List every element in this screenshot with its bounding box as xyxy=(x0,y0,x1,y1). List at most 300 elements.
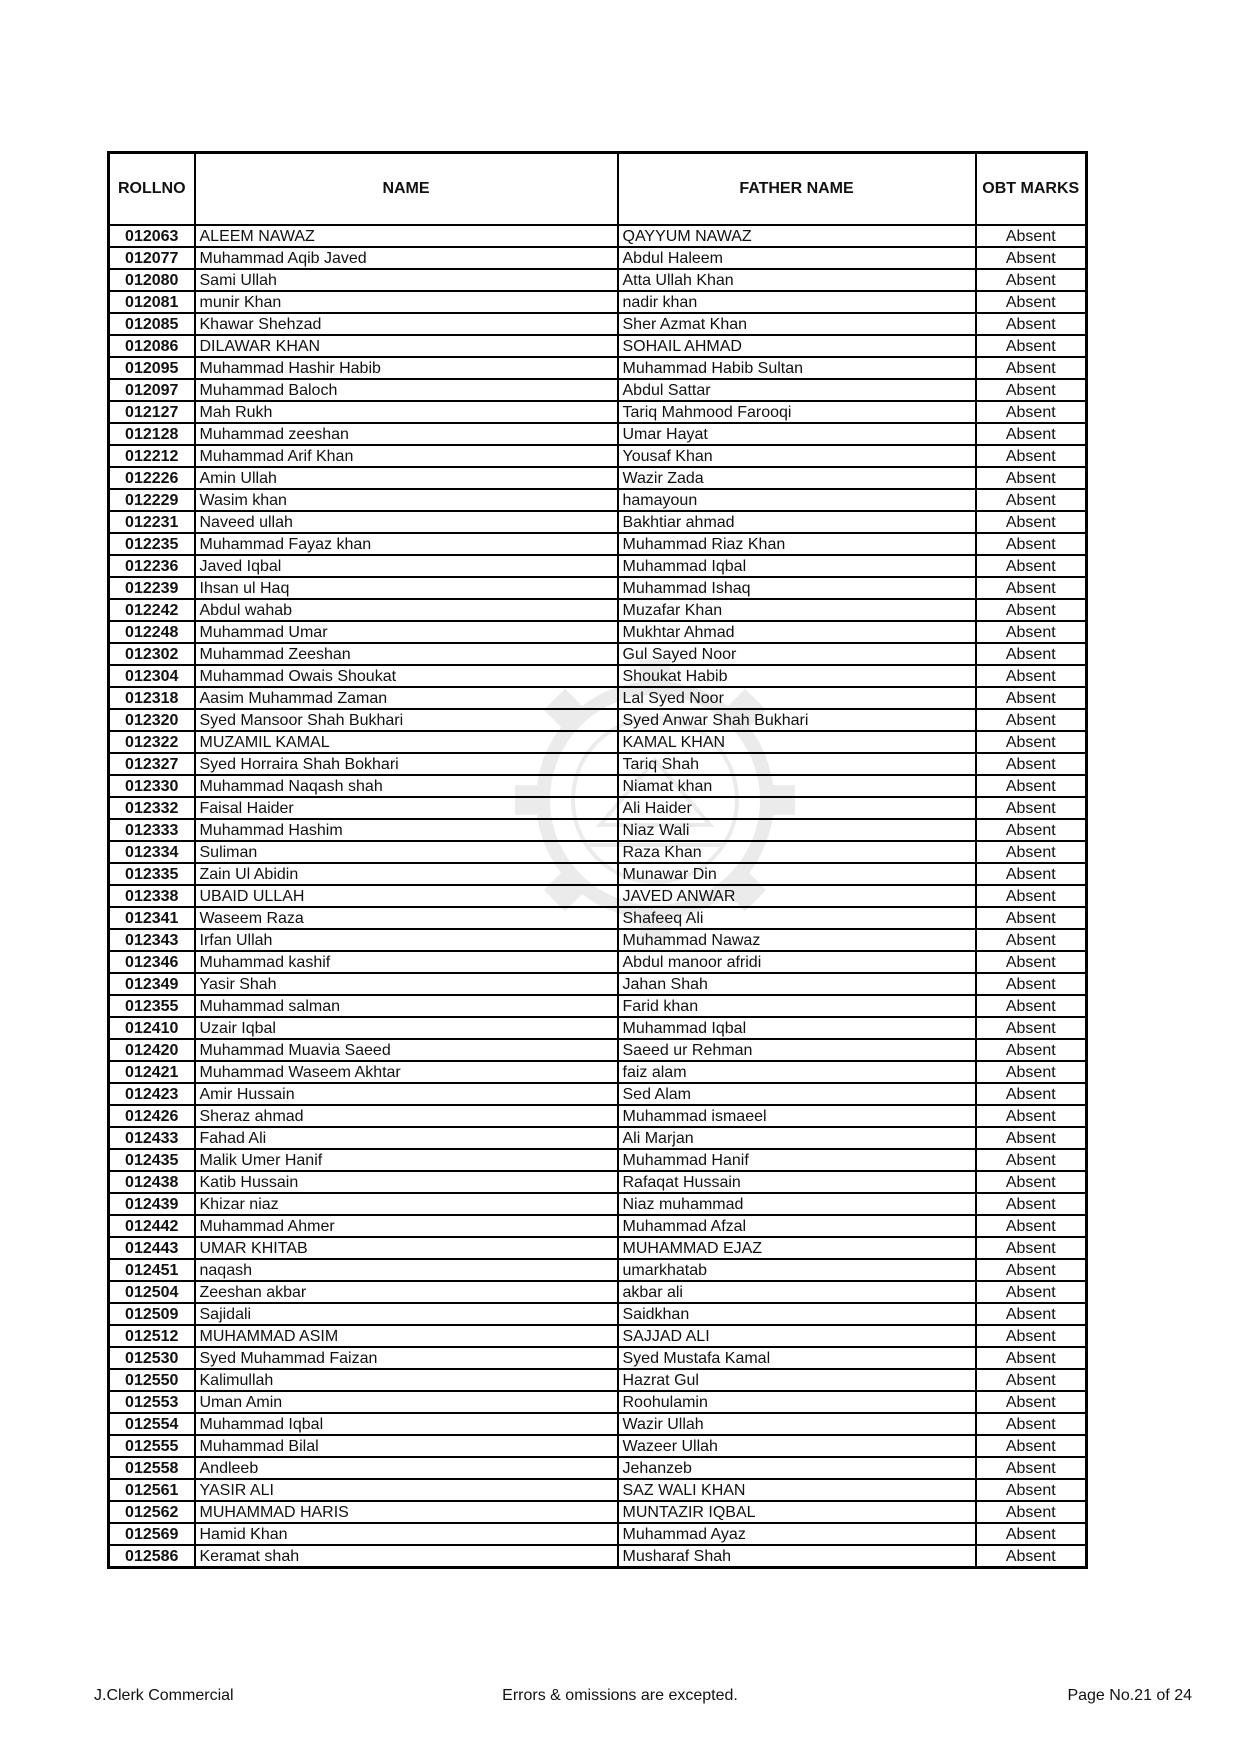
name-cell: Mah Rukh xyxy=(195,401,618,423)
father-name-cell: akbar ali xyxy=(618,1281,976,1303)
table-row xyxy=(109,467,1087,489)
obt-marks-cell: Absent xyxy=(976,1105,1087,1127)
father-name-cell: Tariq Mahmood Farooqi xyxy=(618,401,976,423)
name-cell: Irfan Ullah xyxy=(195,929,618,951)
name-cell: Sheraz ahmad xyxy=(195,1105,618,1127)
obt-marks-cell: Absent xyxy=(976,863,1087,885)
name-cell: Keramat shah xyxy=(195,1545,618,1568)
roll-number-cell: 012439 xyxy=(109,1193,195,1215)
table-row xyxy=(109,379,1087,401)
results-table xyxy=(107,151,1088,1569)
table-row xyxy=(109,335,1087,357)
father-name-cell: Yousaf Khan xyxy=(618,445,976,467)
father-name-cell: Syed Anwar Shah Bukhari xyxy=(618,709,976,731)
roll-number-cell: 012063 xyxy=(109,225,195,247)
obt-marks-cell: Absent xyxy=(976,577,1087,599)
table-row xyxy=(109,1523,1087,1545)
name-cell: Syed Horraira Shah Bokhari xyxy=(195,753,618,775)
father-name-cell: Gul Sayed Noor xyxy=(618,643,976,665)
father-name-cell: Muhammad Ishaq xyxy=(618,577,976,599)
roll-number-cell: 012550 xyxy=(109,1369,195,1391)
name-cell: UMAR KHITAB xyxy=(195,1237,618,1259)
name-cell: Faisal Haider xyxy=(195,797,618,819)
obt-marks-cell: Absent xyxy=(976,1391,1087,1413)
obt-marks-cell: Absent xyxy=(976,687,1087,709)
table-row xyxy=(109,1149,1087,1171)
name-cell: MUZAMIL KAMAL xyxy=(195,731,618,753)
table-row xyxy=(109,1303,1087,1325)
obt-marks-cell: Absent xyxy=(976,775,1087,797)
roll-number-cell: 012330 xyxy=(109,775,195,797)
obt-marks-cell: Absent xyxy=(976,995,1087,1017)
name-cell: Amir Hussain xyxy=(195,1083,618,1105)
father-name-cell: Niamat khan xyxy=(618,775,976,797)
roll-number-cell: 012127 xyxy=(109,401,195,423)
obt-marks-cell: Absent xyxy=(976,1369,1087,1391)
table-row xyxy=(109,709,1087,731)
father-name-cell: Farid khan xyxy=(618,995,976,1017)
name-cell: Muhammad Baloch xyxy=(195,379,618,401)
name-cell: Muhammad zeeshan xyxy=(195,423,618,445)
father-name-cell: Syed Mustafa Kamal xyxy=(618,1347,976,1369)
table-row xyxy=(109,1413,1087,1435)
father-name-cell: Roohulamin xyxy=(618,1391,976,1413)
father-name-cell: Muhammad Iqbal xyxy=(618,555,976,577)
table-row xyxy=(109,841,1087,863)
name-cell: Waseem Raza xyxy=(195,907,618,929)
obt-marks-cell: Absent xyxy=(976,269,1087,291)
name-cell: Muhammad kashif xyxy=(195,951,618,973)
roll-number-cell: 012332 xyxy=(109,797,195,819)
obt-marks-cell: Absent xyxy=(976,533,1087,555)
father-name-cell: Muhammad Afzal xyxy=(618,1215,976,1237)
roll-number-cell: 012504 xyxy=(109,1281,195,1303)
name-cell: Naveed ullah xyxy=(195,511,618,533)
table-header-row xyxy=(109,153,1087,226)
roll-number-cell: 012426 xyxy=(109,1105,195,1127)
name-cell: YASIR ALI xyxy=(195,1479,618,1501)
father-name-cell: Muhammad Habib Sultan xyxy=(618,357,976,379)
roll-number-cell: 012346 xyxy=(109,951,195,973)
name-cell: Khizar niaz xyxy=(195,1193,618,1215)
name-cell: Zeeshan akbar xyxy=(195,1281,618,1303)
obt-marks-cell: Absent xyxy=(976,951,1087,973)
table-row xyxy=(109,797,1087,819)
name-cell: Muhammad Umar xyxy=(195,621,618,643)
father-name-cell: Tariq Shah xyxy=(618,753,976,775)
roll-number-cell: 012451 xyxy=(109,1259,195,1281)
roll-number-cell: 012420 xyxy=(109,1039,195,1061)
name-cell: Uzair Iqbal xyxy=(195,1017,618,1039)
name-cell: Javed Iqbal xyxy=(195,555,618,577)
table-row xyxy=(109,907,1087,929)
father-name-cell: Muhammad ismaeel xyxy=(618,1105,976,1127)
table-row xyxy=(109,423,1087,445)
table-row xyxy=(109,1479,1087,1501)
name-cell: Abdul wahab xyxy=(195,599,618,621)
table-row xyxy=(109,1237,1087,1259)
obt-marks-cell: Absent xyxy=(976,379,1087,401)
table-row xyxy=(109,1391,1087,1413)
obt-marks-cell: Absent xyxy=(976,1479,1087,1501)
roll-number-cell: 012304 xyxy=(109,665,195,687)
father-name-cell: MUNTAZIR IQBAL xyxy=(618,1501,976,1523)
father-name-cell: Sed Alam xyxy=(618,1083,976,1105)
father-name-cell: Ali Haider xyxy=(618,797,976,819)
name-cell: UBAID ULLAH xyxy=(195,885,618,907)
roll-number-cell: 012338 xyxy=(109,885,195,907)
roll-number-cell: 012512 xyxy=(109,1325,195,1347)
name-cell: Muhammad Zeeshan xyxy=(195,643,618,665)
father-name-cell: Wazir Ullah xyxy=(618,1413,976,1435)
obt-marks-cell: Absent xyxy=(976,885,1087,907)
father-name-cell: Musharaf Shah xyxy=(618,1545,976,1568)
father-name-cell: Jehanzeb xyxy=(618,1457,976,1479)
obt-marks-cell: Absent xyxy=(976,423,1087,445)
roll-number-cell: 012423 xyxy=(109,1083,195,1105)
roll-number-cell: 012320 xyxy=(109,709,195,731)
father-name-cell: Niaz Wali xyxy=(618,819,976,841)
table-row xyxy=(109,863,1087,885)
father-name-cell: Muhammad Riaz Khan xyxy=(618,533,976,555)
name-cell: Suliman xyxy=(195,841,618,863)
obt-marks-cell: Absent xyxy=(976,445,1087,467)
obt-marks-cell: Absent xyxy=(976,1083,1087,1105)
name-cell: Syed Muhammad Faizan xyxy=(195,1347,618,1369)
obt-marks-cell: Absent xyxy=(976,1523,1087,1545)
name-cell: Fahad Ali xyxy=(195,1127,618,1149)
obt-marks-cell: Absent xyxy=(976,1281,1087,1303)
roll-number-cell: 012421 xyxy=(109,1061,195,1083)
obt-marks-cell: Absent xyxy=(976,1149,1087,1171)
father-name-cell: MUHAMMAD EJAZ xyxy=(618,1237,976,1259)
father-name-cell: Mukhtar Ahmad xyxy=(618,621,976,643)
table-row xyxy=(109,269,1087,291)
name-cell: munir Khan xyxy=(195,291,618,313)
father-name-cell: Raza Khan xyxy=(618,841,976,863)
obt-marks-cell: Absent xyxy=(976,1457,1087,1479)
father-name-cell: nadir khan xyxy=(618,291,976,313)
header-father-name: FATHER NAME xyxy=(618,153,976,226)
roll-number-cell: 012341 xyxy=(109,907,195,929)
obt-marks-cell: Absent xyxy=(976,753,1087,775)
father-name-cell: Abdul manoor afridi xyxy=(618,951,976,973)
obt-marks-cell: Absent xyxy=(976,335,1087,357)
obt-marks-cell: Absent xyxy=(976,401,1087,423)
footer-left: J.Clerk Commercial xyxy=(94,1687,234,1704)
obt-marks-cell: Absent xyxy=(976,489,1087,511)
roll-number-cell: 012229 xyxy=(109,489,195,511)
name-cell: Muhammad Fayaz khan xyxy=(195,533,618,555)
father-name-cell: faiz alam xyxy=(618,1061,976,1083)
obt-marks-cell: Absent xyxy=(976,1325,1087,1347)
roll-number-cell: 012128 xyxy=(109,423,195,445)
roll-number-cell: 012235 xyxy=(109,533,195,555)
table-row xyxy=(109,731,1087,753)
father-name-cell: Abdul Haleem xyxy=(618,247,976,269)
table-row xyxy=(109,753,1087,775)
roll-number-cell: 012081 xyxy=(109,291,195,313)
roll-number-cell: 012236 xyxy=(109,555,195,577)
name-cell: Muhammad Ahmer xyxy=(195,1215,618,1237)
name-cell: Muhammad Bilal xyxy=(195,1435,618,1457)
roll-number-cell: 012442 xyxy=(109,1215,195,1237)
father-name-cell: Munawar Din xyxy=(618,863,976,885)
obt-marks-cell: Absent xyxy=(976,797,1087,819)
table-row xyxy=(109,643,1087,665)
father-name-cell: SOHAIL AHMAD xyxy=(618,335,976,357)
roll-number-cell: 012555 xyxy=(109,1435,195,1457)
table-row xyxy=(109,533,1087,555)
name-cell: Sajidali xyxy=(195,1303,618,1325)
table-row xyxy=(109,1501,1087,1523)
roll-number-cell: 012327 xyxy=(109,753,195,775)
name-cell: DILAWAR KHAN xyxy=(195,335,618,357)
roll-number-cell: 012334 xyxy=(109,841,195,863)
roll-number-cell: 012509 xyxy=(109,1303,195,1325)
header-name: NAME xyxy=(195,153,618,226)
name-cell: Zain Ul Abidin xyxy=(195,863,618,885)
name-cell: Aasim Muhammad Zaman xyxy=(195,687,618,709)
table-row xyxy=(109,1039,1087,1061)
father-name-cell: Niaz muhammad xyxy=(618,1193,976,1215)
obt-marks-cell: Absent xyxy=(976,555,1087,577)
roll-number-cell: 012343 xyxy=(109,929,195,951)
table-row xyxy=(109,1259,1087,1281)
obt-marks-cell: Absent xyxy=(976,643,1087,665)
table-row xyxy=(109,885,1087,907)
obt-marks-cell: Absent xyxy=(976,907,1087,929)
roll-number-cell: 012097 xyxy=(109,379,195,401)
father-name-cell: QAYYUM NAWAZ xyxy=(618,225,976,247)
name-cell: Khawar Shehzad xyxy=(195,313,618,335)
name-cell: naqash xyxy=(195,1259,618,1281)
roll-number-cell: 012443 xyxy=(109,1237,195,1259)
father-name-cell: Muhammad Nawaz xyxy=(618,929,976,951)
name-cell: MUHAMMAD ASIM xyxy=(195,1325,618,1347)
obt-marks-cell: Absent xyxy=(976,1127,1087,1149)
father-name-cell: Hazrat Gul xyxy=(618,1369,976,1391)
father-name-cell: Lal Syed Noor xyxy=(618,687,976,709)
obt-marks-cell: Absent xyxy=(976,599,1087,621)
obt-marks-cell: Absent xyxy=(976,225,1087,247)
table-row xyxy=(109,1457,1087,1479)
name-cell: Sami Ullah xyxy=(195,269,618,291)
table-row xyxy=(109,489,1087,511)
header-obt-marks: OBT MARKS xyxy=(976,153,1087,226)
table-row xyxy=(109,247,1087,269)
table-row xyxy=(109,1171,1087,1193)
father-name-cell: Muhammad Ayaz xyxy=(618,1523,976,1545)
name-cell: Muhammad Muavia Saeed xyxy=(195,1039,618,1061)
table-row xyxy=(109,995,1087,1017)
father-name-cell: Atta Ullah Khan xyxy=(618,269,976,291)
roll-number-cell: 012086 xyxy=(109,335,195,357)
father-name-cell: Sher Azmat Khan xyxy=(618,313,976,335)
roll-number-cell: 012322 xyxy=(109,731,195,753)
obt-marks-cell: Absent xyxy=(976,357,1087,379)
roll-number-cell: 012569 xyxy=(109,1523,195,1545)
table-row xyxy=(109,555,1087,577)
father-name-cell: Shoukat Habib xyxy=(618,665,976,687)
obt-marks-cell: Absent xyxy=(976,709,1087,731)
roll-number-cell: 012239 xyxy=(109,577,195,599)
name-cell: Ihsan ul Haq xyxy=(195,577,618,599)
table-row xyxy=(109,775,1087,797)
name-cell: Malik Umer Hanif xyxy=(195,1149,618,1171)
roll-number-cell: 012080 xyxy=(109,269,195,291)
obt-marks-cell: Absent xyxy=(976,1061,1087,1083)
footer-page-number: Page No.21 of 24 xyxy=(1067,1687,1192,1704)
header-rollno: ROLLNO xyxy=(109,153,195,226)
table-body xyxy=(109,225,1087,1568)
table-row xyxy=(109,1281,1087,1303)
table-row xyxy=(109,1127,1087,1149)
obt-marks-cell: Absent xyxy=(976,1039,1087,1061)
obt-marks-cell: Absent xyxy=(976,313,1087,335)
father-name-cell: Muhammad Iqbal xyxy=(618,1017,976,1039)
table-row xyxy=(109,599,1087,621)
roll-number-cell: 012553 xyxy=(109,1391,195,1413)
name-cell: Andleeb xyxy=(195,1457,618,1479)
table-row xyxy=(109,665,1087,687)
table-row xyxy=(109,1347,1087,1369)
name-cell: Katib Hussain xyxy=(195,1171,618,1193)
father-name-cell: hamayoun xyxy=(618,489,976,511)
roll-number-cell: 012077 xyxy=(109,247,195,269)
obt-marks-cell: Absent xyxy=(976,1193,1087,1215)
obt-marks-cell: Absent xyxy=(976,841,1087,863)
obt-marks-cell: Absent xyxy=(976,1259,1087,1281)
obt-marks-cell: Absent xyxy=(976,1347,1087,1369)
father-name-cell: Rafaqat Hussain xyxy=(618,1171,976,1193)
obt-marks-cell: Absent xyxy=(976,621,1087,643)
table-row xyxy=(109,1215,1087,1237)
name-cell: Muhammad Aqib Javed xyxy=(195,247,618,269)
obt-marks-cell: Absent xyxy=(976,665,1087,687)
table-row xyxy=(109,1325,1087,1347)
table-row xyxy=(109,1083,1087,1105)
name-cell: ALEEM NAWAZ xyxy=(195,225,618,247)
father-name-cell: SAZ WALI KHAN xyxy=(618,1479,976,1501)
obt-marks-cell: Absent xyxy=(976,247,1087,269)
name-cell: Muhammad salman xyxy=(195,995,618,1017)
father-name-cell: JAVED ANWAR xyxy=(618,885,976,907)
roll-number-cell: 012558 xyxy=(109,1457,195,1479)
name-cell: Uman Amin xyxy=(195,1391,618,1413)
table-row xyxy=(109,929,1087,951)
name-cell: Yasir Shah xyxy=(195,973,618,995)
roll-number-cell: 012410 xyxy=(109,1017,195,1039)
roll-number-cell: 012530 xyxy=(109,1347,195,1369)
roll-number-cell: 012095 xyxy=(109,357,195,379)
footer-center: Errors & omissions are excepted. xyxy=(502,1687,738,1704)
table-row xyxy=(109,621,1087,643)
table-row xyxy=(109,401,1087,423)
roll-number-cell: 012085 xyxy=(109,313,195,335)
father-name-cell: Bakhtiar ahmad xyxy=(618,511,976,533)
roll-number-cell: 012212 xyxy=(109,445,195,467)
table-row xyxy=(109,973,1087,995)
father-name-cell: Wazeer Ullah xyxy=(618,1435,976,1457)
roll-number-cell: 012333 xyxy=(109,819,195,841)
father-name-cell: Abdul Sattar xyxy=(618,379,976,401)
table-row xyxy=(109,687,1087,709)
obt-marks-cell: Absent xyxy=(976,291,1087,313)
father-name-cell: KAMAL KHAN xyxy=(618,731,976,753)
father-name-cell: Wazir Zada xyxy=(618,467,976,489)
obt-marks-cell: Absent xyxy=(976,731,1087,753)
roll-number-cell: 012561 xyxy=(109,1479,195,1501)
obt-marks-cell: Absent xyxy=(976,1171,1087,1193)
father-name-cell: Jahan Shah xyxy=(618,973,976,995)
table-row xyxy=(109,291,1087,313)
roll-number-cell: 012438 xyxy=(109,1171,195,1193)
roll-number-cell: 012586 xyxy=(109,1545,195,1568)
obt-marks-cell: Absent xyxy=(976,1545,1087,1568)
name-cell: Kalimullah xyxy=(195,1369,618,1391)
father-name-cell: Muhammad Hanif xyxy=(618,1149,976,1171)
roll-number-cell: 012433 xyxy=(109,1127,195,1149)
table-row xyxy=(109,951,1087,973)
obt-marks-cell: Absent xyxy=(976,1413,1087,1435)
name-cell: Muhammad Hashim xyxy=(195,819,618,841)
obt-marks-cell: Absent xyxy=(976,1303,1087,1325)
roll-number-cell: 012318 xyxy=(109,687,195,709)
name-cell: Wasim khan xyxy=(195,489,618,511)
table-row xyxy=(109,1061,1087,1083)
obt-marks-cell: Absent xyxy=(976,1435,1087,1457)
roll-number-cell: 012248 xyxy=(109,621,195,643)
obt-marks-cell: Absent xyxy=(976,1501,1087,1523)
obt-marks-cell: Absent xyxy=(976,973,1087,995)
father-name-cell: Muzafar Khan xyxy=(618,599,976,621)
father-name-cell: Ali Marjan xyxy=(618,1127,976,1149)
table-row xyxy=(109,819,1087,841)
roll-number-cell: 012335 xyxy=(109,863,195,885)
name-cell: Muhammad Hashir Habib xyxy=(195,357,618,379)
father-name-cell: Umar Hayat xyxy=(618,423,976,445)
table-row xyxy=(109,1017,1087,1039)
table-row xyxy=(109,1435,1087,1457)
obt-marks-cell: Absent xyxy=(976,467,1087,489)
roll-number-cell: 012242 xyxy=(109,599,195,621)
name-cell: Muhammad Naqash shah xyxy=(195,775,618,797)
roll-number-cell: 012349 xyxy=(109,973,195,995)
obt-marks-cell: Absent xyxy=(976,1017,1087,1039)
roll-number-cell: 012302 xyxy=(109,643,195,665)
name-cell: MUHAMMAD HARIS xyxy=(195,1501,618,1523)
obt-marks-cell: Absent xyxy=(976,929,1087,951)
table-row xyxy=(109,445,1087,467)
father-name-cell: Saidkhan xyxy=(618,1303,976,1325)
father-name-cell: umarkhatab xyxy=(618,1259,976,1281)
table-row xyxy=(109,1545,1087,1568)
table-row xyxy=(109,225,1087,247)
roll-number-cell: 012562 xyxy=(109,1501,195,1523)
roll-number-cell: 012554 xyxy=(109,1413,195,1435)
father-name-cell: Shafeeq Ali xyxy=(618,907,976,929)
table-row xyxy=(109,357,1087,379)
name-cell: Amin Ullah xyxy=(195,467,618,489)
father-name-cell: SAJJAD ALI xyxy=(618,1325,976,1347)
table-row xyxy=(109,1105,1087,1127)
name-cell: Muhammad Owais Shoukat xyxy=(195,665,618,687)
roll-number-cell: 012435 xyxy=(109,1149,195,1171)
father-name-cell: Saeed ur Rehman xyxy=(618,1039,976,1061)
table-row xyxy=(109,313,1087,335)
obt-marks-cell: Absent xyxy=(976,1237,1087,1259)
